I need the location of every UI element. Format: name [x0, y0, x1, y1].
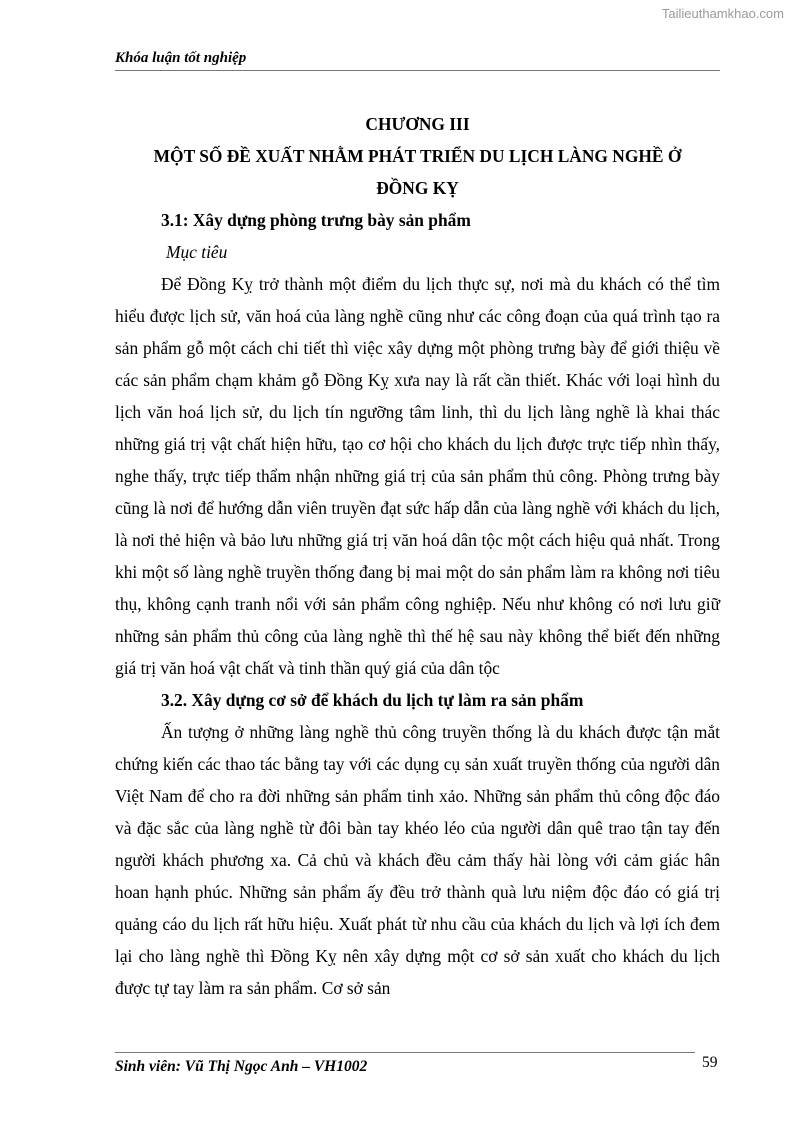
- chapter-title-line-2: ĐỒNG KỴ: [376, 178, 459, 198]
- footer-divider: [115, 1052, 695, 1053]
- header-divider: [115, 70, 720, 71]
- section-heading-3-1: 3.1: Xây dựng phòng trưng bày sản phẩm: [161, 210, 471, 230]
- section-heading-3-2: 3.2. Xây dựng cơ sở để khách du lịch tự làm ra sản phẩm: [161, 690, 584, 710]
- chapter-number: CHƯƠNG III: [365, 114, 470, 134]
- running-header: Khóa luận tốt nghiệp: [115, 50, 247, 66]
- section-3-1-paragraph: Để Đồng Kỵ trở thành một điểm du lịch thực sự, nơi mà du khách có thể tìm hiểu được lịch sử, văn hoá của làng nghề cũng như các công đoạn của quá trình tạo ra sản phẩm gỗ một cách chi tiết thì việc xây dựng một phòng trưng bày để giới thiệu về các sản phẩm chạm khảm gỗ Đồng Kỵ xưa nay là rất cần thiết. Khác với loại hình du lịch văn hoá lịch sử, du lịch tín ngưỡng tâm linh, thì du lịch làng nghề là khai thác những giá trị vật chất hiện hữu, tạo cơ hội cho khách du lịch được trực tiếp nhìn thấy, nghe thấy, trực tiếp thẩm nhận những giá trị của sản phẩm thủ công. Phòng trưng bày cũng là nơi để hướng dẫn viên truyền đạt sức hấp dẫn của làng nghề với khách du lịch, là nơi thẻ hiện và bảo lưu những giá trị văn hoá dân tộc một cách hiệu quả nhất. Trong khi một số làng nghề truyền thống đang bị mai một do sản phẩm làm ra không nơi tiêu thụ, không cạnh tranh nổi với sản phẩm công nghiệp. Nếu như không có nơi lưu giữ những sản phẩm thủ công của làng nghề thì thế hệ sau này không thể biết đến những giá trị văn hoá vật chất và tinh thần quý giá của dân tộc: [115, 274, 720, 678]
- page-number: 59: [702, 1054, 718, 1071]
- watermark: Tailieuthamkhao.com: [661, 6, 784, 21]
- footer-student-name: Sinh viên: Vũ Thị Ngọc Anh – VH1002: [115, 1058, 368, 1075]
- chapter-title-line-1: MỘT SỐ ĐỀ XUẤT NHẰM PHÁT TRIỂN DU LỊCH LÀNG NGHỀ Ở: [153, 146, 682, 166]
- page-body: [115, 108, 720, 1004]
- section-3-2-paragraph: Ấn tượng ở những làng nghề thủ công truyền thống là du khách được tận mắt chứng kiến các thao tác bằng tay với các dụng cụ sản xuất truyền thống của người dân Việt Nam để cho ra đời những sản phẩm tinh xảo. Những sản phẩm thủ công độc đáo và đặc sắc của làng nghề từ đôi bàn tay khéo léo của người dân quê trao tận tay đến người khách phương xa. Cả chủ và khách đều cảm thấy hài lòng với cảm giác hân hoan hạnh phúc. Những sản phẩm ấy đều trở thành quà lưu niệm độc đáo có giá trị quảng cáo du lịch rất hữu hiệu. Xuất phát từ nhu cầu của khách du lịch và lợi ích đem lại cho làng nghề thì Đồng Kỵ nên xây dựng một cơ sở sản xuất cho khách du lịch được tự tay làm ra sản phẩm. Cơ sở sản: [115, 722, 720, 998]
- section-label-muc-tieu: Mục tiêu: [166, 242, 228, 262]
